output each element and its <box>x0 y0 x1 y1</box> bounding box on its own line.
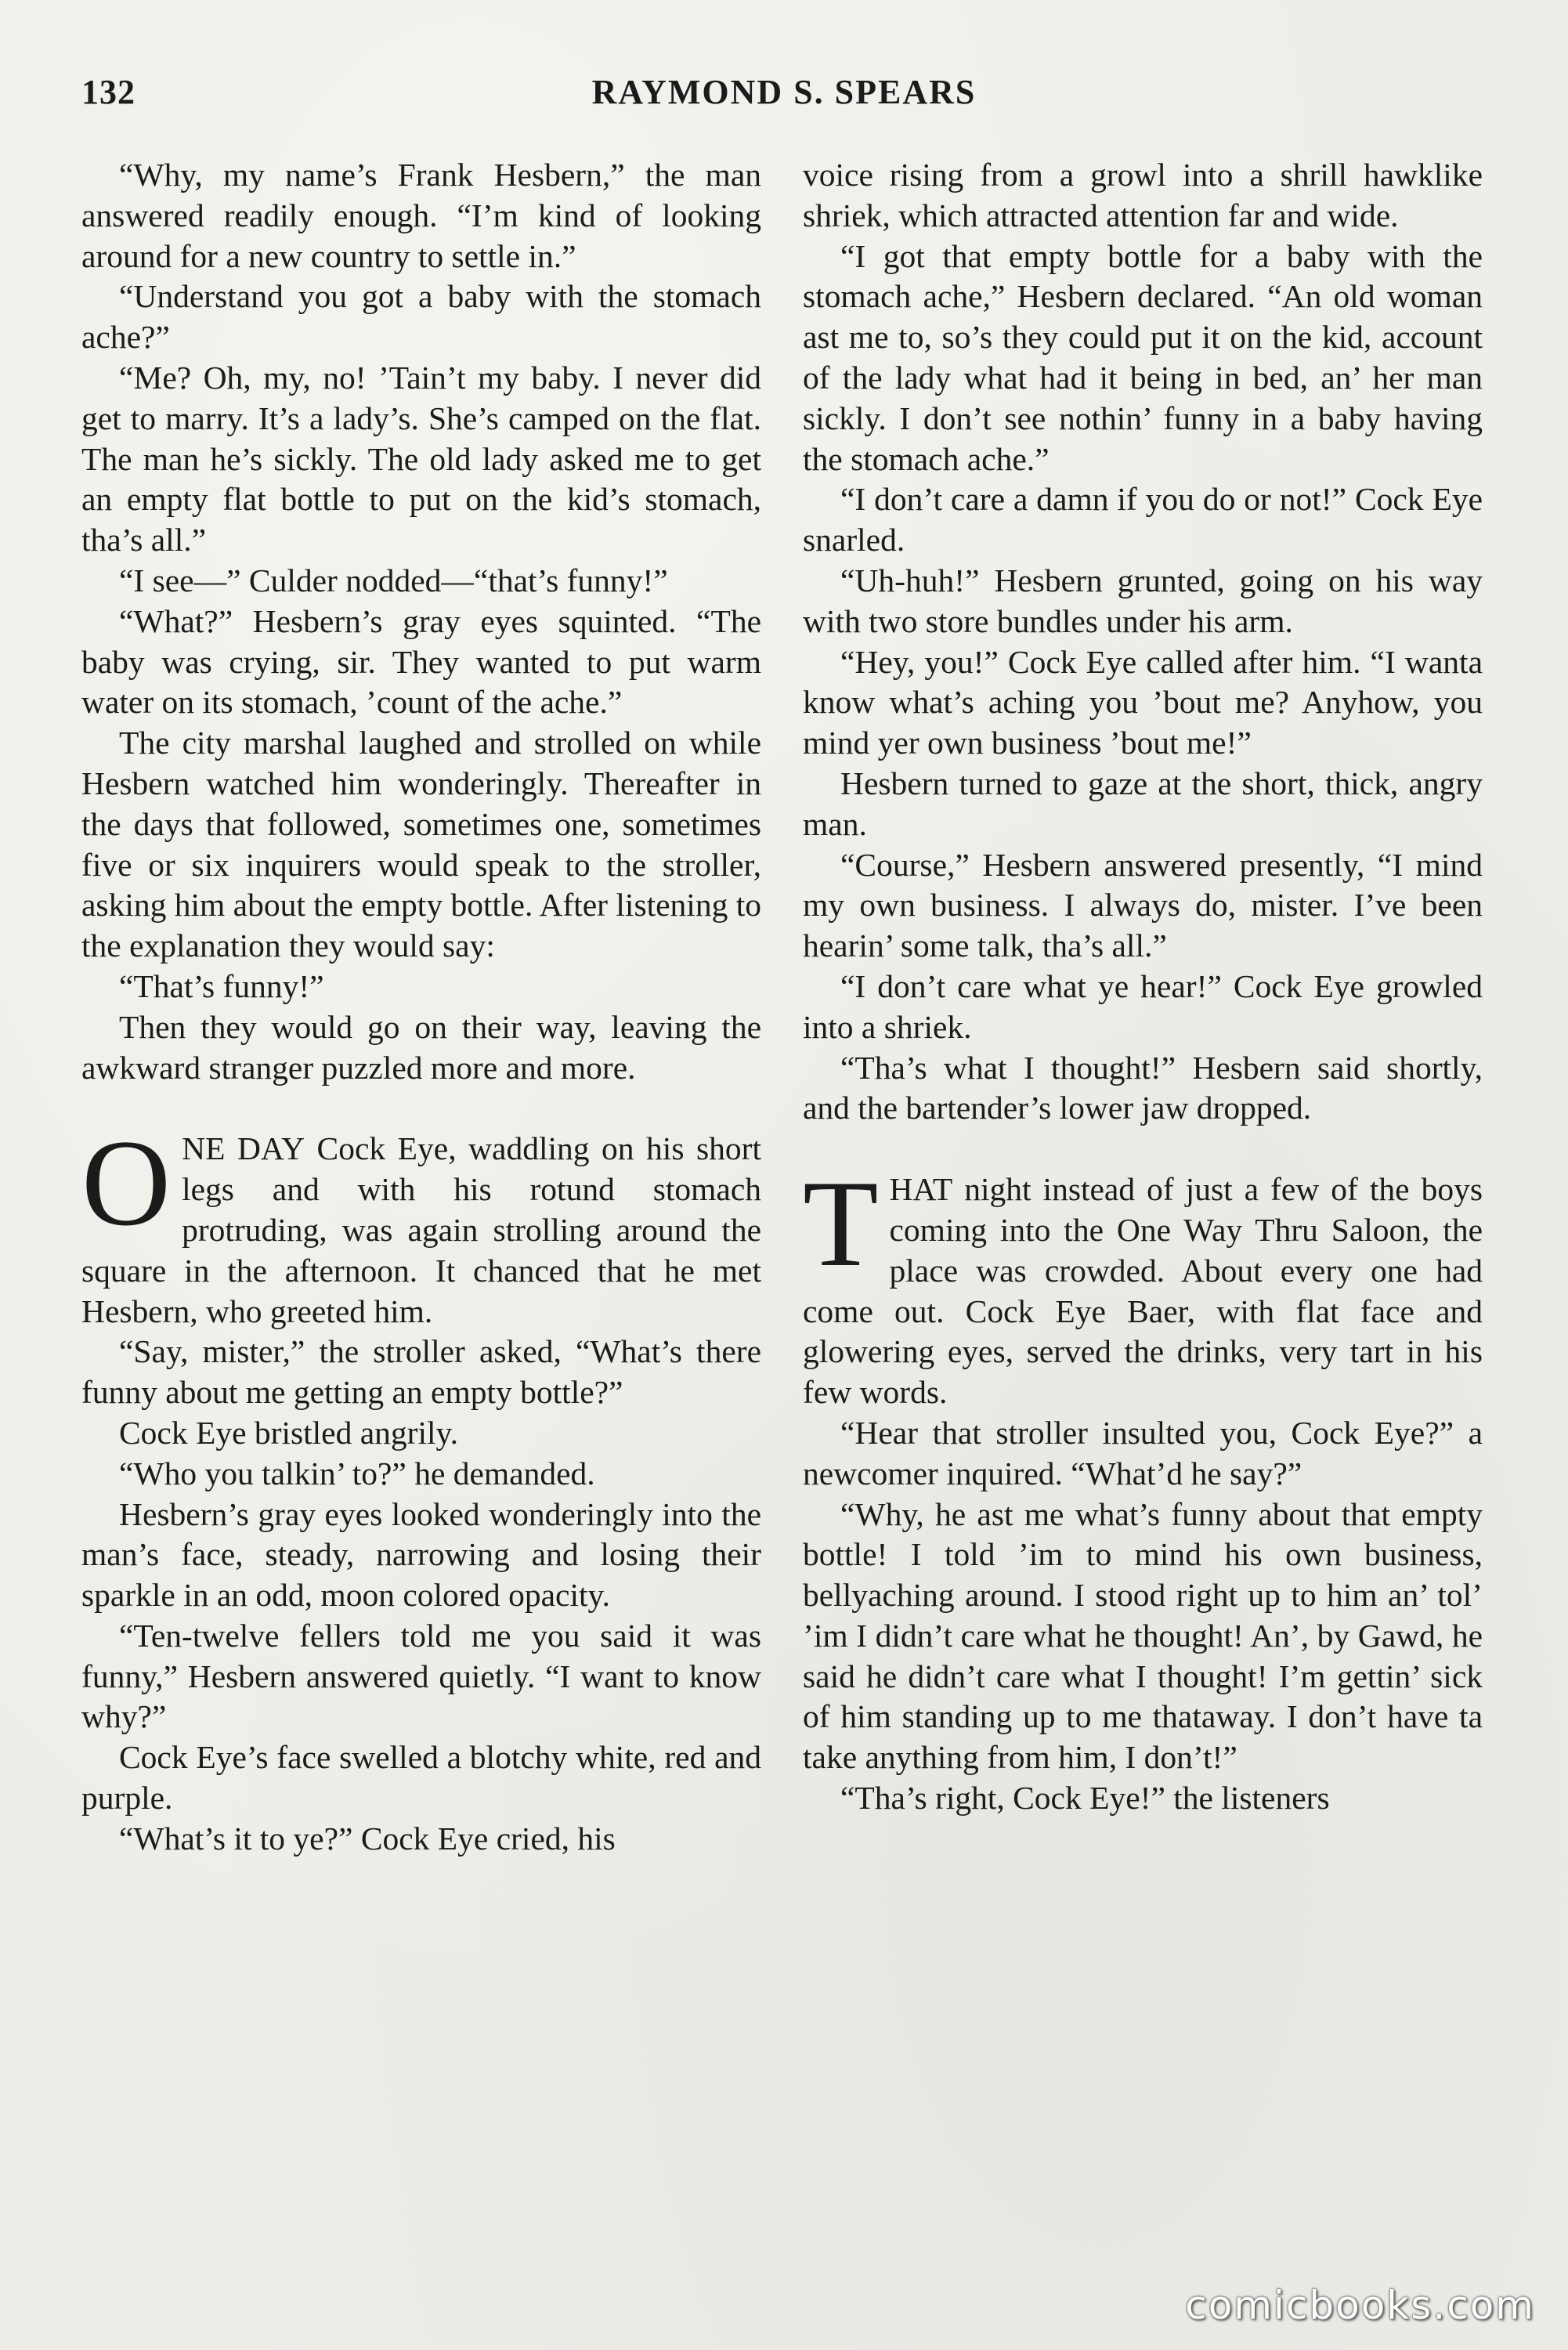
paragraph-text: Cock Eye, waddling on his short legs and with his rotund stomach protruding, was again strolling around the square in the afternoon. It chanced that he met Hesbern, who greeted him. <box>81 1130 762 1329</box>
paragraph: “I got that empty bottle for a baby with the stomach ache,” Hesbern declared. “An old woman ast me to, so’s they could put it on the kid, account of the lady what had it being in bed, an’ her man sickly. I don’t see nothin’ funny in a baby having the stomach ache.” <box>803 237 1483 477</box>
paragraph: Hesbern turned to gaze at the short, thick, angry man. <box>803 765 1483 842</box>
paragraph: Hesbern’s gray eyes looked wonderingly into the man’s face, steady, narrowing and losing their sparkle in an odd, moon colored opacity. <box>81 1495 761 1614</box>
running-head: RAYMOND S. SPEARS <box>591 73 977 111</box>
continued-paragraph: voice rising from a growl into a shrill hawklike shriek, which attracted attention far and wide. <box>803 157 1483 233</box>
paragraph: “I see—” Culder nodded—“that’s funny!” <box>119 562 668 598</box>
paragraph: “Tha’s what I thought!” Hesbern said shortly, and the bartender’s lower jaw dropped. <box>803 1049 1483 1126</box>
paragraph: “Hey, you!” Cock Eye called after him. “I wanta know what’s aching you ’bout me? Anyhow, you mind yer own business ’bout me!” <box>803 643 1483 761</box>
paragraph: “That’s funny!” <box>119 967 324 1004</box>
left-column <box>81 155 761 1860</box>
lead-in-caps: NE DAY <box>182 1130 305 1167</box>
paragraph: “I don’t care what ye hear!” Cock Eye growled into a shriek. <box>803 967 1483 1045</box>
paragraph: “Understand you got a baby with the stomach ache?” <box>81 278 761 356</box>
paragraph: The city marshal laughed and strolled on while Hesbern watched him wonderingly. Thereafter in the days that followed, sometimes one, sometimes five or six inquirers would speak to the stroller, asking him about the empty bottle. After listening to the explanation they would say: <box>81 725 761 964</box>
paragraph: “Say, mister,” the stroller asked, “What’s there funny about me getting an empty bottle?” <box>81 1333 761 1411</box>
paragraph: “Course,” Hesbern answered presently, “I mind my own business. I always do, mister. I’ve been hearin’ some talk, tha’s all.” <box>803 846 1483 964</box>
paragraph: “What’s it to ye?” Cock Eye cried, his <box>119 1820 616 1856</box>
section-opening-paragraph <box>803 1155 1483 1413</box>
paragraph: “What?” Hesbern’s gray eyes squinted. “The baby was crying, sir. They wanted to put warm water on its stomach, ’count of the ache.” <box>81 602 761 721</box>
paragraph: “Hear that stroller insulted you, Cock Eye?” a newcomer inquired. “What’d he say?” <box>803 1414 1483 1491</box>
paragraph: “Why, my name’s Frank Hesbern,” the man answered readily enough. “I’m kind of looking around for a new country to settle in.” <box>81 157 761 274</box>
right-column <box>803 155 1483 1819</box>
section-opening-paragraph <box>81 1115 762 1332</box>
section-break <box>81 1088 761 1129</box>
page-number: 132 <box>81 73 135 111</box>
paragraph: “Tha’s right, Cock Eye!” the listeners <box>840 1780 1330 1817</box>
paragraph: Then they would go on their way, leaving the awkward stranger puzzled more and more. <box>81 1008 761 1086</box>
drop-cap: T <box>803 1155 879 1293</box>
drop-cap: O <box>81 1115 172 1253</box>
paragraph: “I don’t care a damn if you do or not!” Cock Eye snarled. <box>803 481 1483 559</box>
paragraph: “Me? Oh, my, no! ’Tain’t my baby. I never did get to marry. It’s a lady’s. She’s camped on the flat. The man he’s sickly. The old lady asked me to get an empty flat bottle to put on the kid’s stomach, tha’s all.” <box>81 359 761 559</box>
paragraph: “Why, he ast me what’s funny about that empty bottle! I told ’im to mind his own business, bellyaching around. I stood right up to him an’ tol’ ’im I didn’t care what he thought! An’, by Gawd, he said he didn’t care what I thought! I’m gettin’ sick of him standing up to me thataway. I don’t have ta take anything from him, I don’t!” <box>803 1495 1483 1776</box>
paragraph: “Uh-huh!” Hesbern grunted, going on his way with two store bundles under his arm. <box>803 562 1483 639</box>
paragraph: “Who you talkin’ to?” he demanded. <box>119 1455 595 1491</box>
paragraph-text: night instead of just a few of the boys coming into the One Way Thru Saloon, the place was crowded. About every one had come out. Cock Eye Baer, with flat face and glowering eyes, served the drinks, very tart in his few words. <box>803 1171 1483 1411</box>
section-break <box>803 1129 1483 1170</box>
lead-in-caps: HAT <box>889 1171 953 1208</box>
watermark-logo: comicbooks.com <box>1185 2283 1535 2328</box>
paragraph: “Ten-twelve fellers told me you said it was funny,” Hesbern answered quietly. “I want to know why?” <box>81 1617 761 1735</box>
paragraph: Cock Eye’s face swelled a blotchy white, red and purple. <box>81 1739 761 1817</box>
paragraph: Cock Eye bristled angrily. <box>119 1414 458 1451</box>
